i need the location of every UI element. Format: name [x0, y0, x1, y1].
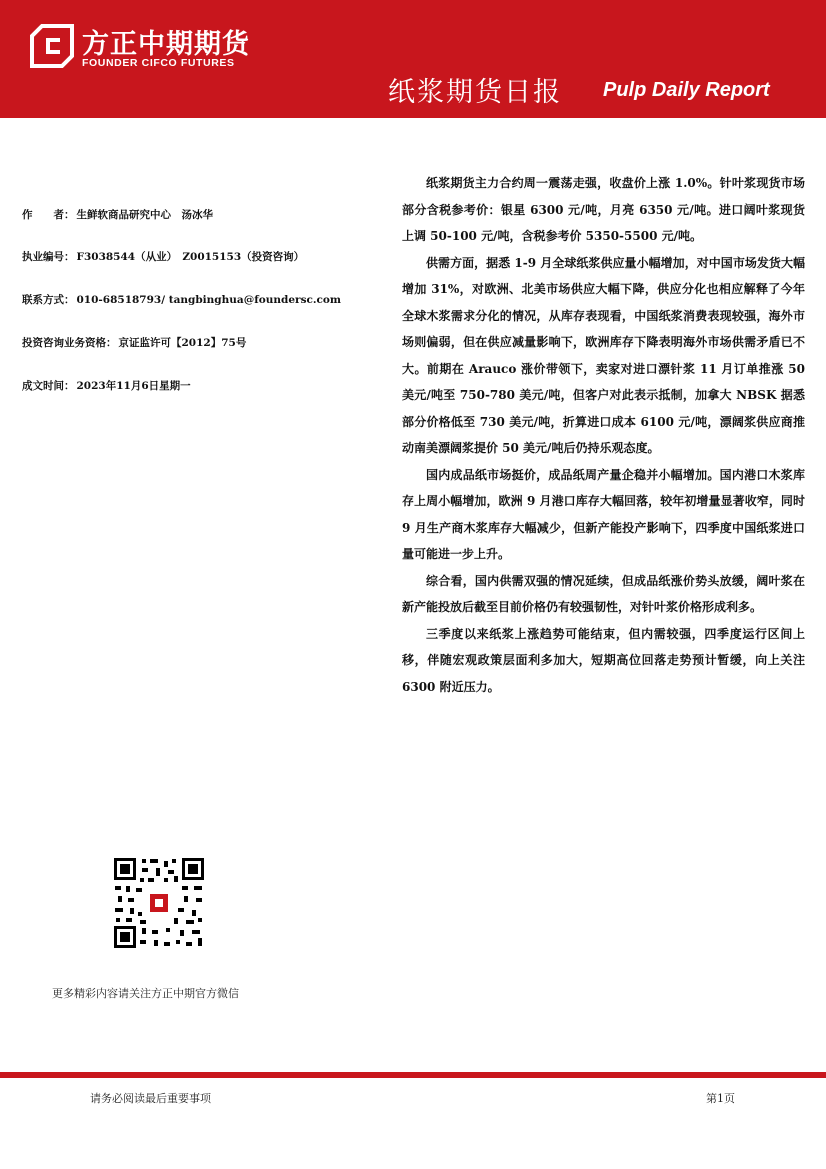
- report-title-en: Pulp Daily Report: [603, 79, 770, 101]
- brand-name-en: FOUNDER CIFCO FUTURES: [82, 57, 235, 69]
- footer-divider: [0, 1072, 826, 1078]
- license-label: 执业编号：: [22, 251, 75, 263]
- paragraph-supply-demand: 供需方面，据悉 1-9 月全球纸浆供应量小幅增加，对中国市场发货大幅增加 31%，对欧洲、北美市场供应大幅下降，供应分化也相应解释了今年全球木浆需求分化的情况，从库存表现看，中国纸浆消费表现较强，海外市场则偏弱，但在供应减量影响下，欧洲库存下降表明海外市场供需矛盾已不大。前期在 Arauco 涨价带领下，卖家对进口漂针浆 11 月订单推涨 50 美元/吨至 750-780 美元/吨，但客户对此表示抵制，加拿大 NBSK 据悉部分价格低至 730 美元/吨，折算进口成本 6100 元/吨，漂阔浆供应商推动南美漂阔浆提价 50 美元/吨后仍持乐观态度。: [402, 255, 805, 455]
- license-value: F3038544（从业） Z0015153（投资咨询）: [76, 251, 305, 263]
- footer-notice[interactable]: 请务必阅读最后重要事项: [90, 1092, 211, 1105]
- contact-label: 联系方式：: [22, 294, 75, 306]
- brand-name-cn: 方正中期期货: [82, 29, 250, 60]
- author-line: [22, 207, 213, 222]
- qr-caption: 更多精彩内容请关注方正中期官方微信: [52, 987, 239, 1000]
- report-title-cn: 纸浆期货日报: [388, 77, 562, 108]
- date-line: [22, 378, 191, 393]
- paragraph-overall-view: 综合看，国内供需双强的情况延续，但成品纸涨价势头放缓，阔叶浆在新产能投放后截至目前价格仍有较强韧性，对针叶浆价格形成利多。: [402, 573, 805, 614]
- qualification-label: 投资咨询业务资格：: [22, 337, 117, 349]
- license-line: [22, 249, 304, 264]
- header-banner: [0, 0, 826, 118]
- paragraph-market-summary: 纸浆期货主力合约周一震荡走强，收盘价上涨 1.0%。针叶浆现货市场部分含税参考价：银星 6300 元/吨，月亮 6350 元/吨。进口阔叶浆现货上调 50-100 元/吨，含税参考价 5350-5500 元/吨。: [402, 176, 805, 243]
- date-label: 成文时间：: [22, 380, 75, 392]
- wechat-qr-code-icon[interactable]: [112, 856, 206, 950]
- qualification-value: 京证监许可【2012】75号: [118, 337, 247, 349]
- author-value: 生鲜软商品研究中心 汤冰华: [76, 209, 213, 221]
- report-body: [402, 170, 805, 700]
- date-value: 2023年11月6日星期一: [76, 380, 191, 392]
- contact-value[interactable]: 010-68518793/ tangbinghua@foundersc.com: [76, 294, 342, 306]
- author-label: 作 者：: [22, 209, 75, 221]
- contact-line: [22, 292, 341, 307]
- paragraph-domestic-paper: 国内成品纸市场挺价，成品纸周产量企稳并小幅增加。国内港口木浆库存上周小幅增加，欧洲 9 月港口库存大幅回落，较年初增量显著收窄，同时 9 月生产商木浆库存大幅减少，但新产能投产影响下，四季度中国纸浆进口量可能进一步上升。: [402, 467, 805, 561]
- qualification-line: [22, 335, 246, 350]
- founder-logo-icon: [30, 24, 74, 68]
- paragraph-outlook: 三季度以来纸浆上涨趋势可能结束，但内需较强，四季度运行区间上移，伴随宏观政策层面利多加大，短期高位回落走势预计暂缓，向上关注 6300 附近压力。: [402, 626, 805, 694]
- page-number: 第1页: [706, 1092, 735, 1105]
